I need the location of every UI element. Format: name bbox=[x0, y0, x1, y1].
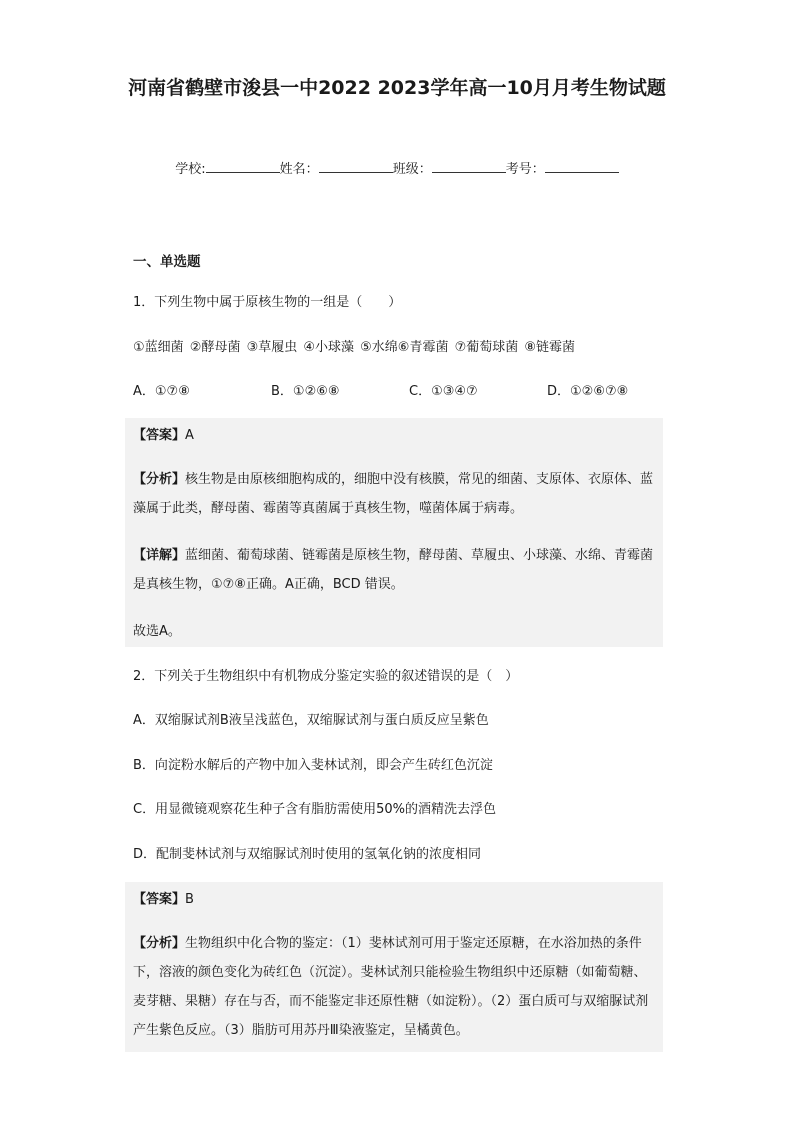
q1-analysis-text: 核生物是由原核细胞构成的，细胞中没有核膜，常见的细菌、支原体、衣原体、蓝藻属于此类，酵母菌、霉菌等真菌属于真核生物，噬菌体属于病毒。 bbox=[133, 472, 654, 516]
q1-answer-value: A bbox=[185, 428, 194, 443]
name-blank[interactable] bbox=[319, 158, 393, 173]
page-title: 河南省鹤壁市浚县一中2022 2023学年高一10月月考生物试题 bbox=[128, 77, 666, 99]
q2-option-d[interactable]: D．配制斐林试剂与双缩脲试剂时使用的氢氧化钠的浓度相同 bbox=[133, 847, 482, 862]
class-blank[interactable] bbox=[432, 158, 506, 173]
detail-tag: 【详解】 bbox=[133, 548, 186, 563]
q1-option-a[interactable]: A．①⑦⑧ bbox=[133, 384, 190, 399]
student-info-line bbox=[0, 158, 794, 180]
analysis-tag: 【分析】 bbox=[133, 472, 186, 487]
q2-stem: 2．下列关于生物组织中有机物成分鉴定实验的叙述错误的是（ ） bbox=[133, 669, 519, 684]
q2-solution-box bbox=[125, 882, 663, 1052]
class-label: 班级： bbox=[392, 162, 432, 177]
q2-option-c[interactable]: C．用显微镜观察花生种子含有脂肪需使用50%的酒精洗去浮色 bbox=[133, 802, 496, 817]
q1-solution-box bbox=[125, 418, 663, 647]
school-label: 学校: bbox=[175, 162, 206, 177]
q1-conclusion: 故选A。 bbox=[133, 624, 181, 639]
analysis-tag: 【分析】 bbox=[133, 936, 186, 951]
answer-tag: 【答案】 bbox=[133, 892, 186, 907]
exam-no-blank[interactable] bbox=[545, 158, 619, 173]
q1-option-c[interactable]: C．①③④⑦ bbox=[409, 384, 478, 399]
q1-stem: 1．下列生物中属于原核生物的一组是（ ） bbox=[133, 295, 402, 310]
section-heading: 一、单选题 bbox=[133, 254, 201, 270]
q2-option-a[interactable]: A．双缩脲试剂B液呈浅蓝色，双缩脲试剂与蛋白质反应呈紫色 bbox=[133, 713, 489, 728]
q1-items: ①蓝细菌 ②酵母菌 ③草履虫 ④小球藻 ⑤水绵⑥青霉菌 ⑦葡萄球菌 ⑧链霉菌 bbox=[133, 340, 576, 355]
q1-analysis bbox=[133, 465, 655, 523]
exam-no-label: 考号： bbox=[505, 162, 545, 177]
name-label: 姓名： bbox=[279, 162, 319, 177]
q2-option-b[interactable]: B．向淀粉水解后的产物中加入斐林试剂，即会产生砖红色沉淀 bbox=[133, 758, 493, 773]
q2-analysis bbox=[133, 929, 655, 1045]
q1-detail bbox=[133, 541, 655, 599]
answer-tag: 【答案】 bbox=[133, 428, 186, 443]
q1-detail-text: 蓝细菌、葡萄球菌、链霉菌是原核生物，酵母菌、草履虫、小球藻、水绵、青霉菌是真核生物，①⑦⑧正确。A正确，BCD 错误。 bbox=[133, 548, 654, 592]
school-blank[interactable] bbox=[206, 158, 280, 173]
q1-option-d[interactable]: D．①②⑥⑦⑧ bbox=[547, 384, 629, 399]
q2-analysis-text: 生物组织中化合物的鉴定：（1）斐林试剂可用于鉴定还原糖，在水浴加热的条件下，溶液的颜色变化为砖红色（沉淀）。斐林试剂只能检验生物组织中还原糖（如葡萄糖、麦芽糖、果糖）存在与否，而不能鉴定非还原性糖（如淀粉）。（2）蛋白质可与双缩脲试剂产生紫色反应。（3）脂肪可用苏丹Ⅲ染液鉴定，呈橘黄色。 bbox=[133, 936, 649, 1038]
q1-answer bbox=[133, 421, 655, 450]
q2-answer-value: B bbox=[185, 892, 194, 907]
q1-option-b[interactable]: B．①②⑥⑧ bbox=[271, 384, 340, 399]
q2-answer bbox=[133, 885, 655, 914]
